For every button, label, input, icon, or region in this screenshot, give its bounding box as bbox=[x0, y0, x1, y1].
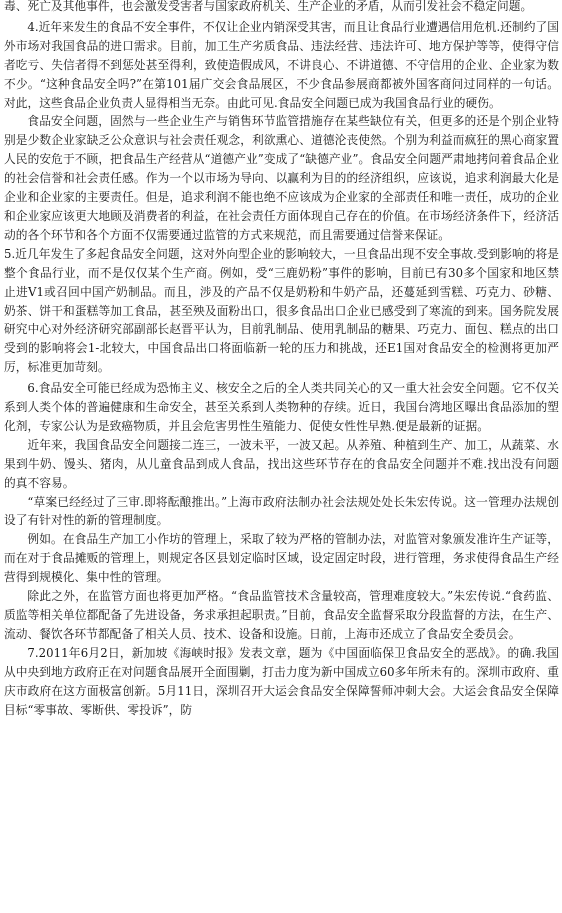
paragraph-supervision: 除此之外，在监管方面也将更加严格。“食品监管技术含量较高，管理难度较大。”朱宏传说.“食药监、质监等相关单位都配备了先进设备，务求承担起职责。”目前，食品安全监督采取分段监督的方法，在生产、流动、餐饮各环节都配备了相关人员、技术、设备和设施。日前，上海市还成立了食品安全委员会。 bbox=[4, 589, 559, 641]
paragraph-draft-quote: “草案已经经过了三审.即将酝酿推出。”上海市政府法制办社会法规处处长朱宏传说。这一管理办法规创设了有针对性的新的管理制度。 bbox=[4, 494, 559, 528]
paragraph-responsibility: 食品安全问题，固然与一些企业生产与销售环节监管措施存在某些缺位有关，但更多的还是个别企业特别是少数企业家缺乏公众意识与社会责任观念，利欲熏心、道德沦丧使然。个别为利益而疯狂的黑心商家置人民的安危于不顾，把食品生产经营从“道德产业”变成了“缺德产业”。食品安全问题严肃地拷问着食品企业的社会信誉和社会责任感。作为一个以市场为导向、以赢利为目的的经济组织，应该说，追求利润最大化是企业和企业家的主要责任。但是，追求利润不能也绝不应该成为企业家的全部责任和唯一责任，成功的企业和企业家应该更大地顾及消费者的利益，在社会责任方面体现自己存在的价值。在市场经济条件下，经济活动的各个环节和各个方面不仅需要通过监管的方式来规范，而且需要通过信誉来保证。 bbox=[4, 114, 559, 242]
paragraph-point-6: 6.食品安全可能已经成为恐怖主义、核安全之后的全人类共同关心的又一重大社会安全问题。它不仅关系到人类个体的普遍健康和生命安全，甚至关系到人类物种的存续。近日，我国台湾地区曝出食品添加的塑化剂，专家公认为是致癌物质，并且会危害男性生殖能力、促使女性性早熟.便是最新的证据。 bbox=[4, 381, 559, 433]
paragraph-continuation: 毒、死亡及其他事件，也会激发受害者与国家政府机关、生产企业的矛盾，从而引发社会不稳定问题。 bbox=[4, 0, 533, 13]
paragraph-point-7: 7.2011年6月2日，新加坡《海峡时报》发表文章，题为《中国面临保卫食品安全的恶战》。的确.我国从中央到地方政府正在对问题食品展开全面围剿，打击力度为新中国成立60多年所未有的。深圳市政府、重庆市政府在这方面极富创新。5月11日，深圳召开大运会食品安全保障誓师冲刺大会。大运会食品安全保障目标“零事故、零断供、零投诉”，防 bbox=[4, 645, 559, 717]
paragraph-point-5: 5.近几年发生了多起食品安全问题，这对外向型企业的影响较大，一旦食品出现不安全事故.受到影响的将是整个食品行业，而不是仅仅某个生产商。例如，受“三鹿奶粉”事件的影响，目前已有30多个国家和地区禁止进V1或召回中国产奶制品。而且，涉及的产品不仅是奶粉和牛奶产品，还蔓延到雪糕、巧克力、砂糖、奶茶、饼干和蛋糕等加工食品，甚至殃及面粉出口，很多食品出口企业已感受到了寒流的到来。国务院发展研究中心对外经济研究部副部长赵晋平认为，目前乳制品、使用乳制品的糖果、巧克力、面包、糕点的出口受到的影响将会1-北较大，中国食品出口将面临新一轮的压力和挑战，还E1国对食品安全的检测将更加严厉，标准更加苛刻。 bbox=[4, 246, 559, 375]
paragraph-example: 例如。在食品生产加工小作坊的管理上，采取了较为严格的管制办法，对监管对象颁发准许生产证等，而在对于食品摊贩的管理上，则规定各区县划定临时区域，设定固定时段，进行管理，务求使得食品生产经营得到规模化、集中性的管理。 bbox=[4, 532, 559, 585]
paragraph-point-4: 4.近年来发生的食品不安全事件，不仅让企业内销深受其害，而且让食品行业遭遇信用危机.还制约了国外市场对我国食品的进口需求。目前，加工生产劣质食品、违法经营、违法许可、地方保护等等，使得守信者吃亏、失信者得不到惩处甚至得利，致使造假成风，不讲良心、不讲道德、不守信用的企业、企业家为数不少。“这种食品安全吗?”在第101届广交会食品展区，不少食品参展商都被外国客商问过同样的一句话。对此，这些食品企业负责人显得相当无奈。由此可见.食品安全问题已成为我国食品行业的硬伤。 bbox=[4, 19, 559, 110]
paragraph-recent-years: 近年来，我国食品安全问题接二连三，一波未平，一波又起。从养殖、种植到生产、加工，从蔬菜、水果到牛奶、馒头、猪肉，从儿童食品到成人食品，找出这些环节存在的食品安全问题并不难.找出没有问题的真不容易。 bbox=[4, 437, 559, 490]
